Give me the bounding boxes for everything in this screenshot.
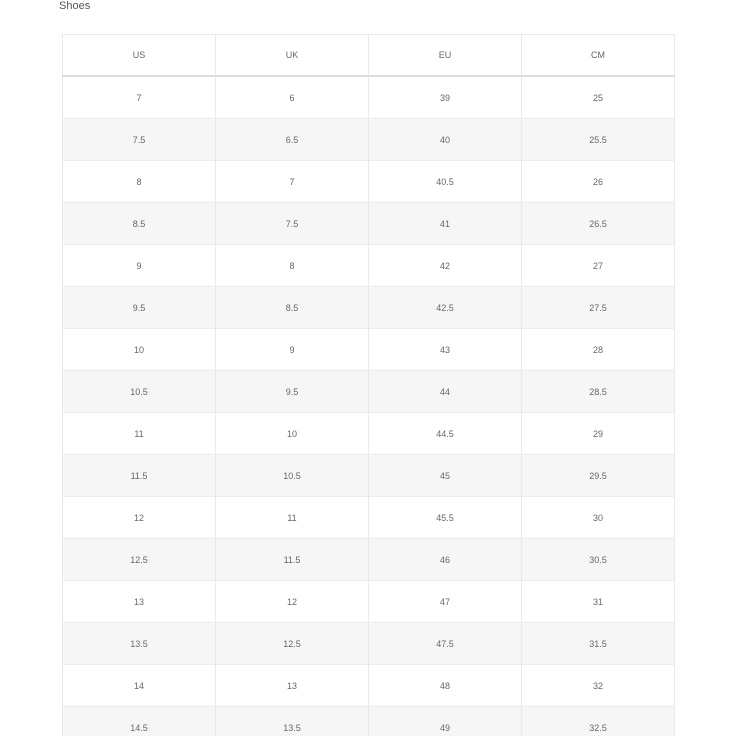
cell-us: 9.5	[63, 287, 216, 329]
cell-eu: 42	[369, 245, 522, 287]
table-row	[63, 623, 675, 665]
cell-cm: 31	[522, 581, 675, 623]
cell-us: 11	[63, 413, 216, 455]
cell-cm: 28.5	[522, 371, 675, 413]
cell-cm: 32	[522, 665, 675, 707]
cell-uk: 8.5	[216, 287, 369, 329]
table-row	[63, 245, 675, 287]
table-row	[63, 371, 675, 413]
table-row	[63, 413, 675, 455]
cell-us: 10.5	[63, 371, 216, 413]
table-row	[63, 665, 675, 707]
cell-us: 13	[63, 581, 216, 623]
column-header-us: US	[63, 35, 216, 77]
cell-cm: 28	[522, 329, 675, 371]
table-row	[63, 497, 675, 539]
cell-us: 12.5	[63, 539, 216, 581]
cell-cm: 29	[522, 413, 675, 455]
cell-uk: 6	[216, 76, 369, 119]
cell-uk: 9.5	[216, 371, 369, 413]
cell-uk: 10.5	[216, 455, 369, 497]
cell-us: 12	[63, 497, 216, 539]
column-header-eu: EU	[369, 35, 522, 77]
cell-uk: 11.5	[216, 539, 369, 581]
header-row	[63, 35, 675, 77]
cell-uk: 13.5	[216, 707, 369, 736]
cell-eu: 44	[369, 371, 522, 413]
table-row	[63, 161, 675, 203]
cell-eu: 47.5	[369, 623, 522, 665]
cell-eu: 48	[369, 665, 522, 707]
cell-us: 13.5	[63, 623, 216, 665]
cell-cm: 29.5	[522, 455, 675, 497]
cell-uk: 10	[216, 413, 369, 455]
cell-eu: 44.5	[369, 413, 522, 455]
cell-eu: 47	[369, 581, 522, 623]
cell-eu: 40	[369, 119, 522, 161]
cell-cm: 25.5	[522, 119, 675, 161]
cell-us: 10	[63, 329, 216, 371]
table-row	[63, 707, 675, 736]
cell-cm: 26	[522, 161, 675, 203]
cell-eu: 40.5	[369, 161, 522, 203]
cell-us: 14.5	[63, 707, 216, 736]
table-row	[63, 581, 675, 623]
cell-eu: 43	[369, 329, 522, 371]
table-row	[63, 329, 675, 371]
cell-us: 9	[63, 245, 216, 287]
cell-cm: 30	[522, 497, 675, 539]
cell-uk: 13	[216, 665, 369, 707]
cell-uk: 12.5	[216, 623, 369, 665]
page-title: Shoes	[59, 0, 91, 12]
column-header-uk: UK	[216, 35, 369, 77]
cell-eu: 45	[369, 455, 522, 497]
table-body	[63, 76, 675, 736]
cell-uk: 8	[216, 245, 369, 287]
column-header-cm: CM	[522, 35, 675, 77]
cell-eu: 49	[369, 707, 522, 736]
cell-cm: 31.5	[522, 623, 675, 665]
table-row	[63, 76, 675, 119]
cell-uk: 6.5	[216, 119, 369, 161]
cell-cm: 27.5	[522, 287, 675, 329]
cell-uk: 11	[216, 497, 369, 539]
cell-uk: 12	[216, 581, 369, 623]
cell-eu: 41	[369, 203, 522, 245]
cell-eu: 45.5	[369, 497, 522, 539]
table-row	[63, 455, 675, 497]
cell-eu: 42.5	[369, 287, 522, 329]
cell-us: 11.5	[63, 455, 216, 497]
cell-uk: 7.5	[216, 203, 369, 245]
table-row	[63, 119, 675, 161]
cell-cm: 30.5	[522, 539, 675, 581]
table-header	[63, 35, 675, 77]
cell-us: 8	[63, 161, 216, 203]
cell-uk: 9	[216, 329, 369, 371]
cell-uk: 7	[216, 161, 369, 203]
cell-us: 7.5	[63, 119, 216, 161]
table-row	[63, 287, 675, 329]
cell-us: 8.5	[63, 203, 216, 245]
cell-eu: 46	[369, 539, 522, 581]
size-chart-table	[62, 34, 675, 736]
cell-cm: 26.5	[522, 203, 675, 245]
cell-cm: 25	[522, 76, 675, 119]
cell-us: 14	[63, 665, 216, 707]
cell-cm: 27	[522, 245, 675, 287]
table-row	[63, 539, 675, 581]
table-row	[63, 203, 675, 245]
cell-eu: 39	[369, 76, 522, 119]
cell-cm: 32.5	[522, 707, 675, 736]
cell-us: 7	[63, 76, 216, 119]
